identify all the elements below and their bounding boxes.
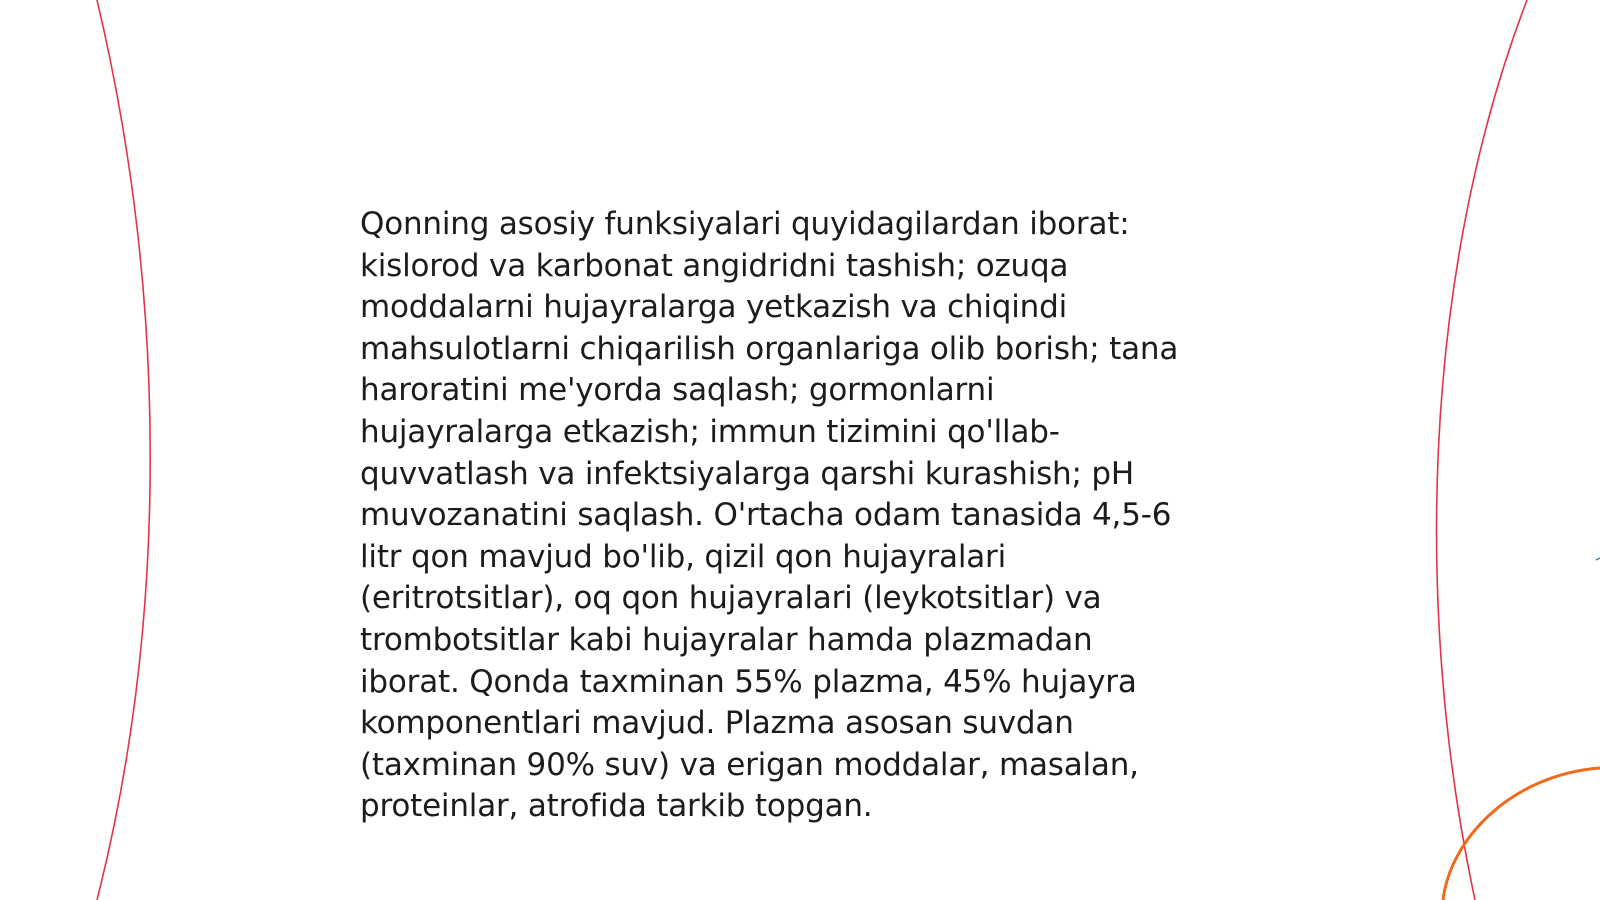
slide-body-text: Qonning asosiy funksiyalari quyidagilardan iborat: kislorod va karbonat angidridni tashish; ozuqa moddalarni hujayralarga yetkazish va chiqindi mahsulotlarni chiqarilish organlariga olib borish; tana haroratini me'yorda saqlash; gormonlarni hujayralarga etkazish; immun tizimini qo'llab- quvvatlash va infektsiyalarga qarshi kurashish; pH muvozanatini saqlash. O'rtacha odam tanasida 4,5-6 litr qon mavjud bo'lib, qizil qon hujayralari (eritrotsitlar), oq qon hujayralari (leykotsitlar) va trombotsitlar kabi hujayralar hamda plazmadan iborat. Qonda taxminan 55% plazma, 45% hujayra komponentlari mavjud. Plazma asosan suvdan (taxminan 90% suv) va erigan moddalar, masalan, proteinlar, atrofida tarkib topgan. — [360, 206, 1179, 825]
right-arc — [1437, 0, 1527, 900]
left-arc — [97, 0, 150, 900]
right-edge-tick — [1596, 558, 1600, 560]
corner-arc — [1443, 768, 1600, 900]
